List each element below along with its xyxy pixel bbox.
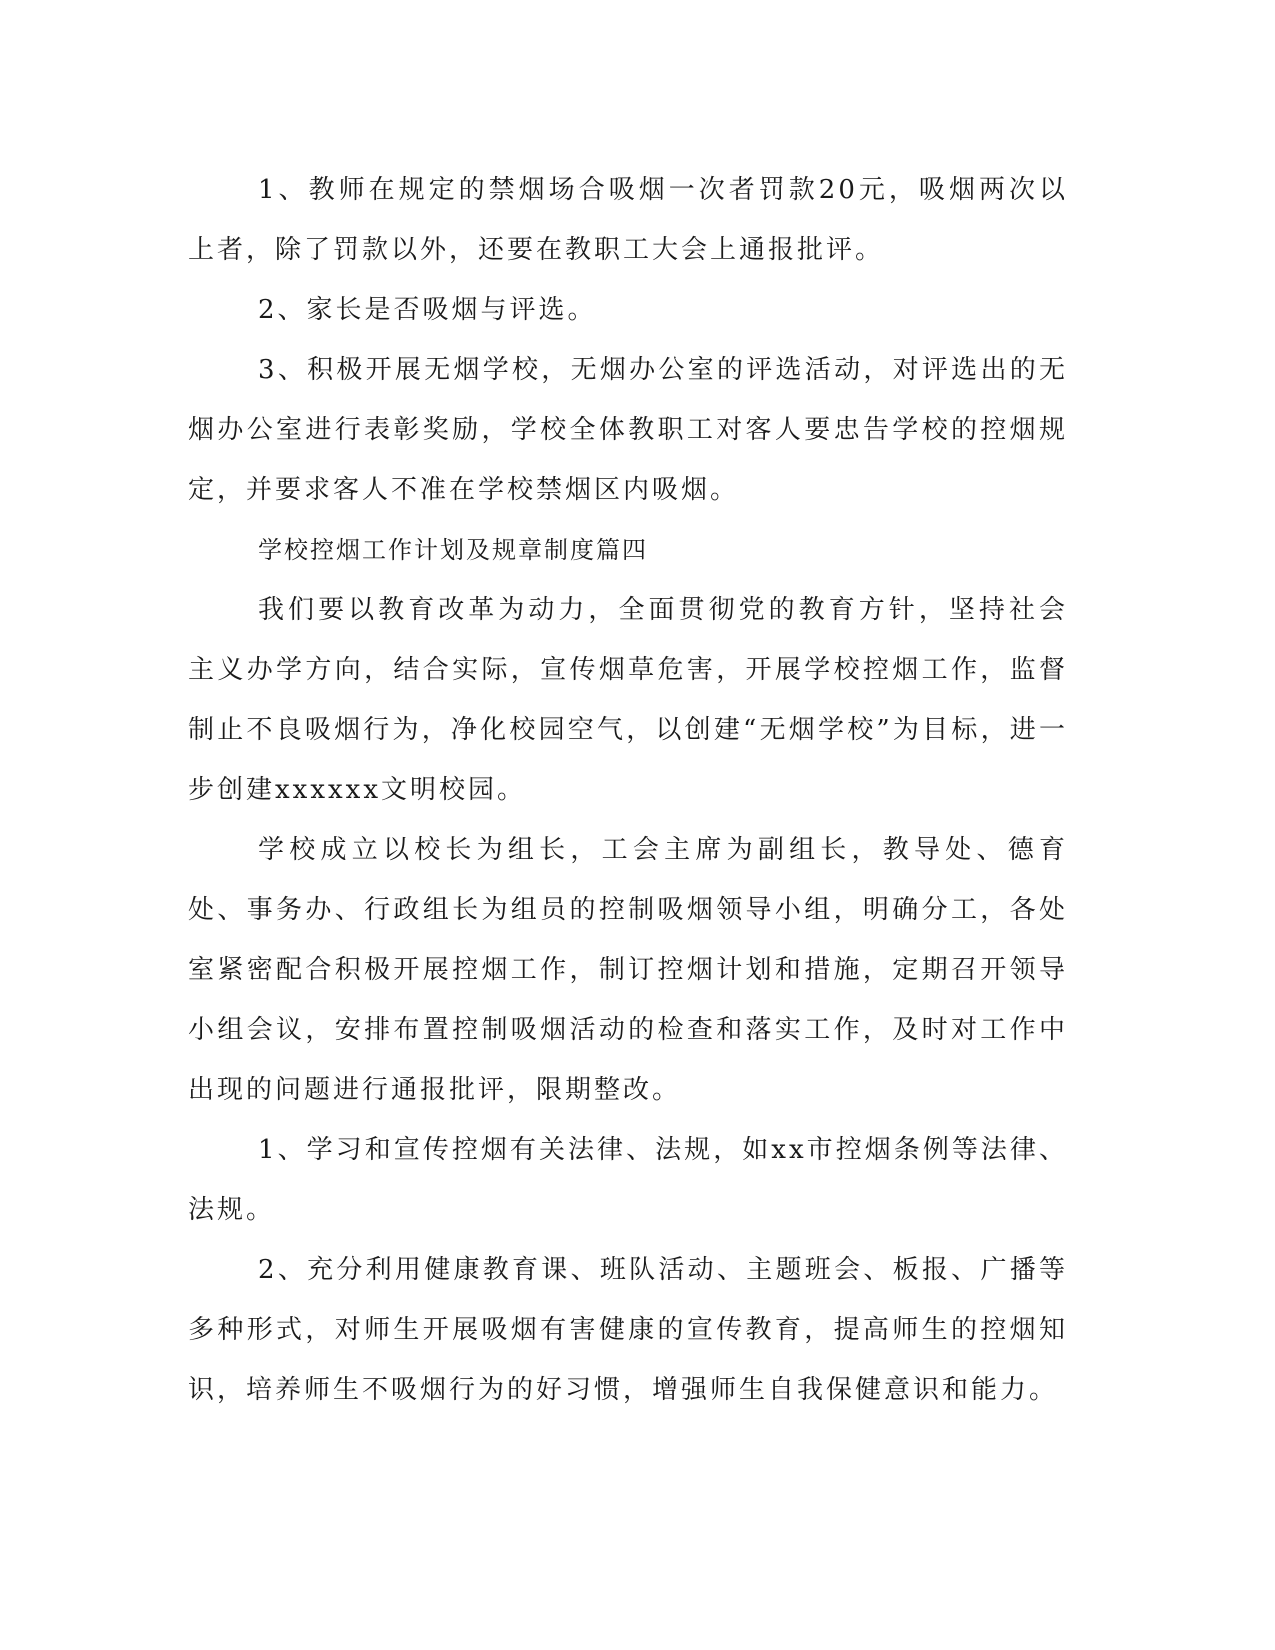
paragraph-law-study: 1、学习和宣传控烟有关法律、法规，如xx市控烟条例等法律、法规。 xyxy=(188,1135,1068,1225)
section-heading: 学校控烟工作计划及规章制度篇四 xyxy=(258,536,648,564)
paragraph-parent-smoking: 2、家长是否吸烟与评选。 xyxy=(258,295,597,325)
paragraph-smoke-free-campaign: 3、积极开展无烟学校，无烟办公室的评选活动，对评选出的无烟办公室进行表彰奖励，学校全体教职工对客人要忠告学校的控烟规定，并要求客人不准在学校禁烟区内吸烟。 xyxy=(188,355,1068,505)
paragraph-health-education: 2、充分利用健康教育课、班队活动、主题班会、板报、广播等多种形式，对师生开展吸烟有害健康的宣传教育，提高师生的控烟知识，培养师生不吸烟行为的好习惯，增强师生自我保健意识和能力。 xyxy=(188,1255,1068,1405)
paragraph-guiding-principle: 我们要以教育改革为动力，全面贯彻党的教育方针，坚持社会主义办学方向，结合实际，宣传烟草危害，开展学校控烟工作，监督制止不良吸烟行为，净化校园空气，以创建“无烟学校”为目标，进一步创建xxxxxx文明校园。 xyxy=(188,595,1068,805)
paragraph-penalty-rule: 1、教师在规定的禁烟场合吸烟一次者罚款20元，吸烟两次以上者，除了罚款以外，还要在教职工大会上通报批评。 xyxy=(188,175,1068,265)
document-body xyxy=(188,160,1068,1420)
paragraph-leadership-group: 学校成立以校长为组长，工会主席为副组长，教导处、德育处、事务办、行政组长为组员的控制吸烟领导小组，明确分工，各处室紧密配合积极开展控烟工作，制订控烟计划和措施，定期召开领导小组会议，安排布置控制吸烟活动的检查和落实工作，及时对工作中出现的问题进行通报批评，限期整改。 xyxy=(188,835,1068,1105)
